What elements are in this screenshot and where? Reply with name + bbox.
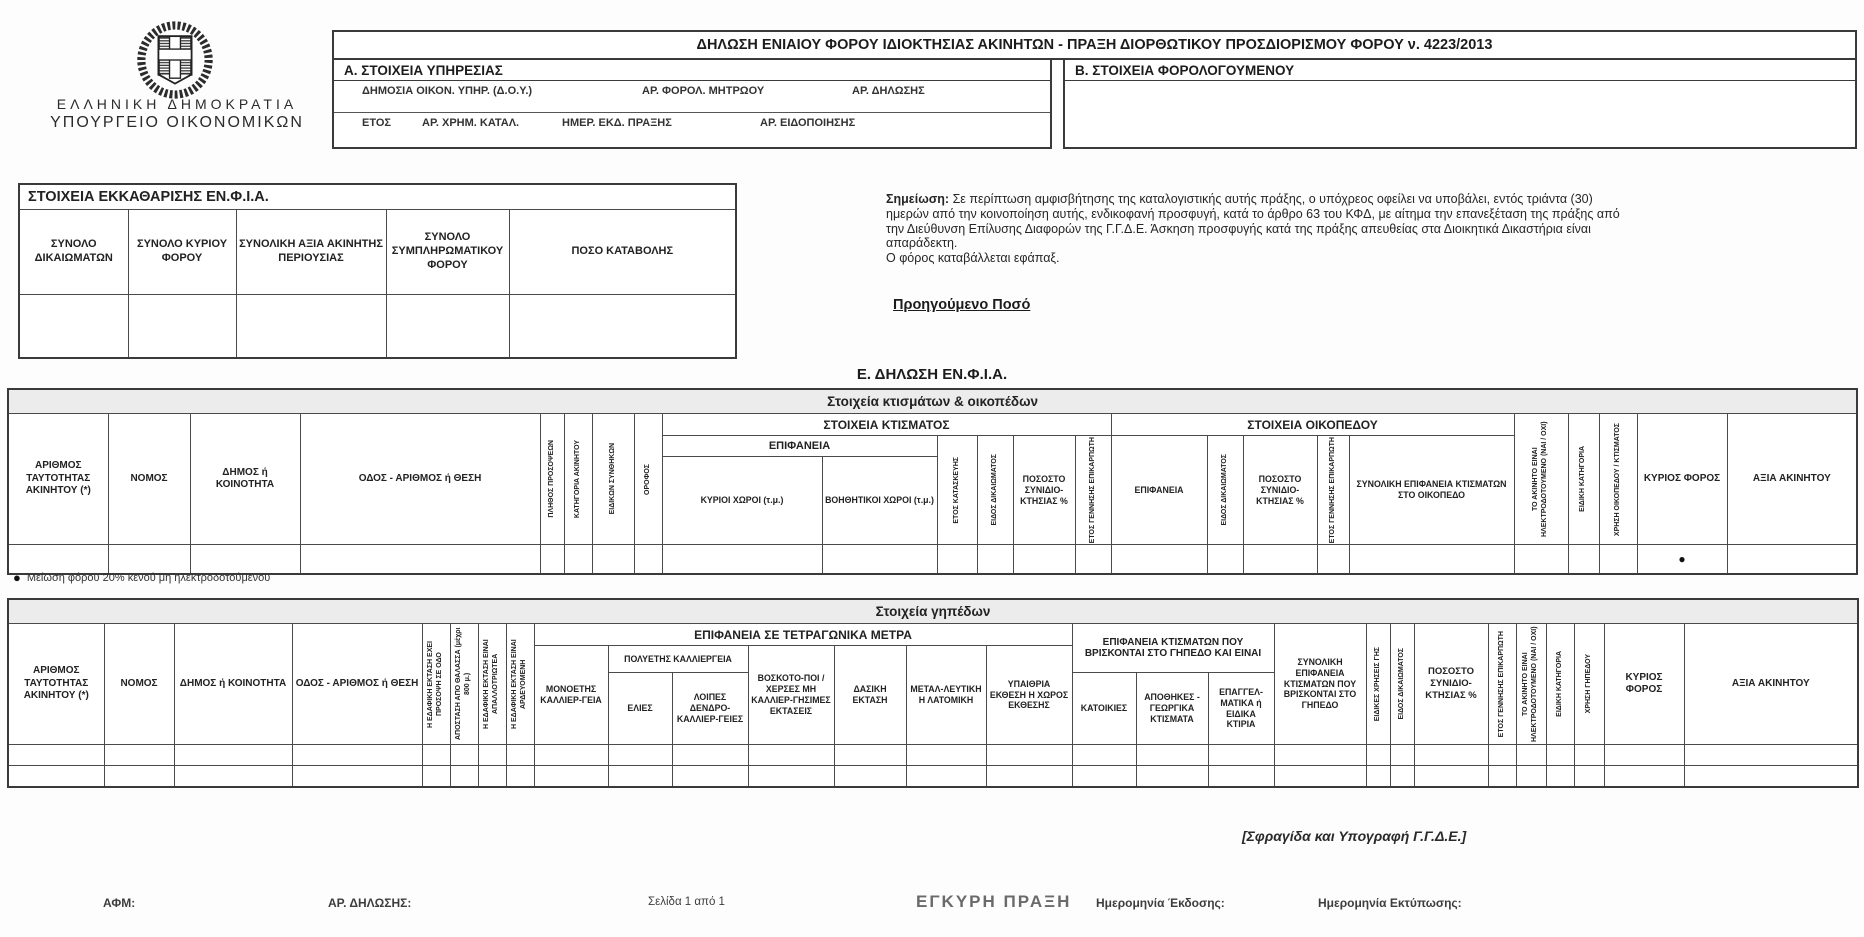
col-total-buildings-surface-on-parcel: ΣΥΝΟΛΙΚΗ ΕΠΙΦΑΝΕΙΑ ΚΤΙΣΜΑΤΩΝ ΠΟΥ ΒΡΙΣΚΟΝΤΑΙ ΣΤΟ ΓΗΠΕΔΟ (1274, 624, 1366, 745)
empty-cell (1243, 545, 1317, 575)
empty-cell (534, 766, 608, 788)
empty-cell (608, 766, 672, 788)
empty-cell (174, 766, 292, 788)
empty-cell (128, 295, 236, 359)
empty-cell (300, 545, 540, 575)
col-expropriable: Η ΕΔΑΦΙΚΗ ΕΚΤΑΣΗ ΕΙΝΑΙ ΑΠΑΛΛΟΤΡΙΩΤΕΑ (478, 624, 506, 745)
field-label-tax-registry-no: ΑΡ. ΦΟΡΟΛ. ΜΗΤΡΩΟΥ (642, 85, 765, 97)
col-coownership-pct-building: ΠΟΣΟΣΤΟ ΣΥΝΙΔΙΟ-ΚΤΗΣΙΑΣ % (1013, 436, 1075, 545)
empty-cell (174, 745, 292, 766)
col-payment-amount: ΠΟΣΟ ΚΑΤΑΒΟΛΗΣ (509, 210, 736, 295)
col-electrified: ΤΟ ΑΚΙΝΗΤΟ ΕΙΝΑΙ ΗΛΕΚΤΡΟΔΟΤΟΥΜΕΝΟ (ΝΑΙ / ΟΧΙ) (1516, 624, 1546, 745)
col-facade-count: ΠΛΗΘΟΣ ΠΡΟΣΟΨΕΩΝ (540, 414, 564, 545)
empty-cell (748, 745, 834, 766)
col-special-land-uses: ΕΙΔΙΚΕΣ ΧΡΗΣΕΙΣ ΓΗΣ (1366, 624, 1390, 745)
empty-cell (292, 766, 422, 788)
empty-cell (8, 766, 104, 788)
col-electrified: ΤΟ ΑΚΙΝΗΤΟ ΕΙΝΑΙ ΗΛΕΚΤΡΟΔΟΤΟΥΜΕΝΟ (ΝΑΙ / ΟΧΙ) (1514, 414, 1568, 545)
empty-cell (1514, 545, 1568, 575)
empty-cell (540, 545, 564, 575)
empty-cell (506, 745, 534, 766)
settlement-header-row (19, 210, 736, 295)
col-municipality: ΔΗΜΟΣ ή ΚΟΙΝΟΤΗΤΑ (174, 624, 292, 745)
group-plot-details: ΣΤΟΙΧΕΙΑ ΟΙΚΟΠΕΔΟΥ (1111, 414, 1514, 436)
empty-cell (1274, 745, 1366, 766)
empty-cell (478, 766, 506, 788)
document-title: ΔΗΛΩΣΗ ΕΝΙΑΙΟΥ ΦΟΡΟΥ ΙΔΙΟΚΤΗΣΙΑΣ ΑΚΙΝΗΤΩΝ - ΠΡΑΞΗ ΔΙΟΡΘΩΤΙΚΟΥ ΠΡΟΣΔΙΟΡΙΣΜΟΥ ΦΟΡΟΥ ν. 4223/2013 (332, 30, 1857, 60)
table1-header-row1 (8, 414, 1857, 436)
note-text: Σε περίπτωση αμφισβήτησης της καταλογιστικής αυτής πράξης, ο υπόχρεος οφείλει να υποβάλει, εντός τριάντα (30) ημερών από την κοινοποίηση αυτής, ενδικοφανή προσφυγή, κατά το άρθρο 63 του ΚΦΔ, με αίτημα την επανεξέταση της πράξης από την Διεύθυνση Επίλυσης Διαφορών της Γ.Γ.Δ.Ε. Άσκηση προσφυγής κατά της πράξης απευθείας στα Διοικητικά Δικαστήρια είναι απαράδεκτη. (886, 192, 1620, 251)
empty-cell (478, 745, 506, 766)
settlement-table-title: ΣΤΟΙΧΕΙΑ ΕΚΚΑΘΑΡΙΣΗΣ ΕΝ.Φ.Ι.Α. (19, 184, 736, 210)
col-main-tax: ΚΥΡΙΟΣ ΦΟΡΟΣ (1637, 414, 1727, 545)
note-label: Σημείωση: (886, 192, 950, 206)
col-total-property-value: ΣΥΝΟΛΙΚΗ ΑΞΙΑ ΑΚΙΝΗΤΗΣ ΠΕΡΙΟΥΣΙΑΣ (236, 210, 386, 295)
empty-cell (986, 745, 1072, 766)
col-other-tree-cultivations: ΛΟΙΠΕΣ ΔΕΝΔΡΟ-ΚΑΛΛΙΕΡ-ΓΕΙΕΣ (672, 673, 748, 745)
col-forest-area: ΔΑΣΙΚΗ ΕΚΤΑΣΗ (834, 646, 906, 745)
section-a-row1 (334, 81, 1050, 112)
empty-cell (1574, 745, 1604, 766)
empty-cell (822, 545, 937, 575)
empty-cell (662, 545, 822, 575)
field-label-money-list-no: ΑΡ. ΧΡΗΜ. ΚΑΤΑΛ. (422, 117, 520, 129)
empty-cell (634, 545, 662, 575)
empty-cell (8, 745, 104, 766)
group-buildings-on-parcel: ΕΠΙΦΑΝΕΙΑ ΚΤΙΣΜΑΤΩΝ ΠΟΥ ΒΡΙΣΚΟΝΤΑΙ ΣΤΟ ΓΗΠΕΔΟ ΚΑΙ ΕΙΝΑΙ (1072, 624, 1274, 673)
empty-cell (1488, 745, 1516, 766)
table1-title: Στοιχεία κτισμάτων & οικοπέδων (8, 389, 1857, 414)
col-floor: ΟΡΟΦΟΣ (634, 414, 662, 545)
col-pastures: ΒΟΣΚΟΤΟ-ΠΟΙ / ΧΕΡΣΕΣ ΜΗ ΚΑΛΛΙΕΡ-ΓΗΣΙΜΕΣ ΕΚΤΑΣΕΙΣ (748, 646, 834, 745)
empty-cell (1516, 745, 1546, 766)
empty-cell (1568, 545, 1599, 575)
empty-cell (1574, 766, 1604, 788)
empty-cell (1208, 745, 1274, 766)
field-label-declaration-no: ΑΡ. ΔΗΛΩΣΗΣ (852, 85, 925, 97)
col-mining-quarry: ΜΕΤΑΛ-ΛΕΥΤΙΚΗ Η ΛΑΤΟΜΙΚΗ (906, 646, 986, 745)
empty-cell (834, 766, 906, 788)
group-surface: ΕΠΙΦΑΝΕΙΑ (662, 436, 937, 457)
empty-cell (672, 745, 748, 766)
col-plot-surface: ΕΠΙΦΑΝΕΙΑ (1111, 436, 1207, 545)
col-municipality: ΔΗΜΟΣ ή ΚΟΙΝΟΤΗΤΑ (190, 414, 300, 545)
col-open-air-exhibition: ΥΠΑΙΘΡΙΑ ΕΚΘΕΣΗ Η ΧΩΡΟΣ ΕΚΘΕΣΗΣ (986, 646, 1072, 745)
col-warehouses-agricultural: ΑΠΟΘΗΚΕΣ - ΓΕΩΡΓΙΚΑ ΚΤΙΣΜΑΤΑ (1136, 673, 1208, 745)
empty-cell (834, 745, 906, 766)
empty-cell (906, 745, 986, 766)
note-paragraph (886, 192, 1628, 251)
main-tax-cell (1637, 545, 1727, 575)
empty-cell (1546, 766, 1574, 788)
col-annual-cultivation: ΜΟΝΟΕΤΗΣ ΚΑΛΛΙΕΡ-ΓΕΙΑ (534, 646, 608, 745)
col-residences: ΚΑΤΟΙΚΙΕΣ (1072, 673, 1136, 745)
col-street-number: ΟΔΟΣ - ΑΡΙΘΜΟΣ ή ΘΕΣΗ (300, 414, 540, 545)
table2-data-row (8, 745, 1858, 766)
empty-cell (1317, 545, 1349, 575)
buildings-plots-table (7, 388, 1858, 575)
empty-cell (1599, 545, 1637, 575)
empty-cell (1414, 745, 1488, 766)
empty-cell (1013, 545, 1075, 575)
col-professional-special-buildings: ΕΠΑΓΓΕΛ-ΜΑΤΙΚΑ ή ΕΙΔΙΚΑ ΚΤΙΡΙΑ (1208, 673, 1274, 745)
col-main-spaces: ΚΥΡΙΟΙ ΧΩΡΟΙ (τ.μ.) (662, 457, 822, 545)
previous-amount-label: Προηγούμενο Ποσό (893, 297, 1031, 313)
col-coownership-pct: ΠΟΣΟΣΤΟ ΣΥΝΙΔΙΟ-ΚΤΗΣΙΑΣ % (1414, 624, 1488, 745)
empty-cell (1366, 745, 1390, 766)
empty-cell (1136, 745, 1208, 766)
vacant-reduction-marker-icon: ● (1678, 552, 1686, 567)
footer-issue-date-label: Ημερομηνία Έκδοσης: (1096, 896, 1225, 910)
empty-cell (937, 545, 977, 575)
ministry-of-finance-label: ΥΠΟΥΡΓΕΙΟ ΟΙΚΟΝΟΜΙΚΩΝ (50, 114, 304, 131)
col-property-value: ΑΞΙΑ ΑΚΙΝΗΤΟΥ (1727, 414, 1857, 545)
empty-cell (977, 545, 1013, 575)
empty-cell (564, 545, 592, 575)
col-distance-from-sea: ΑΠΟΣΤΑΣΗ ΑΠΟ ΘΑΛΑΣΣΑ (μέχρι 800 μ.) (450, 624, 478, 745)
col-plot-building-use: ΧΡΗΣΗ ΟΙΚΟΠΕΔΟΥ / ΚΤΙΣΜΑΤΟΣ (1599, 414, 1637, 545)
stamp-signature-placeholder: [Σφραγίδα και Υπογραφή Γ.Γ.Δ.Ε.] (1242, 828, 1467, 844)
empty-cell (1727, 545, 1857, 575)
empty-cell (1604, 766, 1684, 788)
table2-header-row1 (8, 624, 1858, 646)
section-b-taxpayer-details (1063, 58, 1857, 149)
col-usufruct-birth-year-plot: ΕΤΟΣ ΓΕΝΝΗΣΗΣ ΕΠΙΚΑΡΠΩΤΗ (1317, 436, 1349, 545)
empty-cell (906, 766, 986, 788)
col-auxiliary-spaces: ΒΟΗΘΗΤΙΚΟΙ ΧΩΡΟΙ (τ.μ.) (822, 457, 937, 545)
col-right-type: ΕΙΔΟΣ ΔΙΚΑΙΩΜΑΤΟΣ (1390, 624, 1414, 745)
section-a-row2 (334, 112, 1050, 144)
col-street-number: ΟΔΟΣ - ΑΡΙΘΜΟΣ ή ΘΕΣΗ (292, 624, 422, 745)
col-property-id: ΑΡΙΘΜΟΣ ΤΑΥΤΟΤΗΤΑΣ ΑΚΙΝΗΤΟΥ (*) (8, 624, 104, 745)
empty-cell (509, 295, 736, 359)
empty-cell (236, 295, 386, 359)
empty-cell (1684, 745, 1858, 766)
empty-cell (1684, 766, 1858, 788)
col-total-rights: ΣΥΝΟΛΟ ΔΙΚΑΙΩΜΑΤΩΝ (19, 210, 128, 295)
land-parcels-table (7, 598, 1859, 788)
empty-cell (104, 745, 174, 766)
col-parcel-use: ΧΡΗΣΗ ΓΗΠΕΔΟΥ (1574, 624, 1604, 745)
field-label-year: ΕΤΟΣ (362, 117, 392, 129)
table1-footnote (13, 570, 270, 585)
section-a-title: Α. ΣΤΟΙΧΕΙΑ ΥΠΗΡΕΣΙΑΣ (334, 60, 1050, 81)
footer-declaration-no-label: ΑΡ. ΔΗΛΩΣΗΣ: (328, 896, 412, 910)
field-label-notification-no: ΑΡ. ΕΙΔΟΠΟΙΗΣΗΣ (760, 117, 856, 129)
col-usufruct-birth-year: ΕΤΟΣ ΓΕΝΝΗΣΗΣ ΕΠΙΚΑΡΠΩΤΗ (1488, 624, 1516, 745)
empty-cell (19, 295, 128, 359)
field-label-act-issue-date: ΗΜΕΡ. ΕΚΔ. ΠΡΑΞΗΣ (562, 117, 672, 129)
empty-cell (748, 766, 834, 788)
col-usufruct-birth-year-building: ΕΤΟΣ ΓΕΝΝΗΣΗΣ ΕΠΙΚΑΡΠΩΤΗ (1075, 436, 1111, 545)
settlement-data-row (19, 295, 736, 359)
col-special-conditions: ΕΙΔΙΚΩΝ ΣΥΝΘΗΚΩΝ (592, 414, 634, 545)
note-line2: Ο φόρος καταβάλλεται εφάπαξ. (886, 251, 1060, 265)
greek-coat-of-arms-icon (128, 20, 222, 100)
col-has-road-frontage: Η ΕΔΑΦΙΚΗ ΕΚΤΑΣΗ ΕΧΕΙ ΠΡΟΣΟΨΗ ΣΕ ΟΔΟ (422, 624, 450, 745)
empty-cell (1546, 745, 1574, 766)
empty-cell (1075, 545, 1111, 575)
group-perennial-cultivation: ΠΟΛΥΕΤΗΣ ΚΑΛΛΙΕΡΓΕΙΑ (608, 646, 748, 673)
col-olives: ΕΛΙΕΣ (608, 673, 672, 745)
col-property-value: ΑΞΙΑ ΑΚΙΝΗΤΟΥ (1684, 624, 1858, 745)
empty-cell (1208, 766, 1274, 788)
empty-cell (672, 766, 748, 788)
col-total-main-tax: ΣΥΝΟΛΟ ΚΥΡΙΟΥ ΦΟΡΟΥ (128, 210, 236, 295)
col-construction-year: ΕΤΟΣ ΚΑΤΑΣΚΕΥΗΣ (937, 436, 977, 545)
col-prefecture: ΝΟΜΟΣ (108, 414, 190, 545)
footnote-dot-icon: ● (13, 570, 21, 585)
footnote-text: Μείωση φόρου 20% κενού μη ηλεκτροδοτούμενου (26, 572, 271, 584)
empty-cell (986, 766, 1072, 788)
empty-cell (1516, 766, 1546, 788)
empty-cell (1274, 766, 1366, 788)
empty-cell (1072, 766, 1136, 788)
footer-print-date-label: Ημερομηνία Εκτύπωσης: (1318, 896, 1462, 910)
empty-cell (1414, 766, 1488, 788)
table1-data-row (8, 545, 1857, 575)
table2-title: Στοιχεία γηπέδων (8, 599, 1858, 624)
col-right-type-plot: ΕΙΔΟΣ ΔΙΚΑΙΩΜΑΤΟΣ (1207, 436, 1243, 545)
empty-cell (1111, 545, 1207, 575)
col-property-category: ΚΑΤΗΓΟΡΙΑ ΑΚΙΝΗΤΟΥ (564, 414, 592, 545)
footer-page-indicator: Σελίδα 1 από 1 (648, 896, 1864, 937)
empty-cell (506, 766, 534, 788)
empty-cell (422, 766, 450, 788)
empty-cell (592, 545, 634, 575)
empty-cell (534, 745, 608, 766)
empty-cell (1488, 766, 1516, 788)
empty-cell (1207, 545, 1243, 575)
col-special-category: ΕΙΔΙΚΗ ΚΑΤΗΓΟΡΙΑ (1546, 624, 1574, 745)
section-a-service-details (332, 58, 1052, 149)
objection-note (886, 192, 1628, 266)
col-coownership-pct-plot: ΠΟΣΟΣΤΟ ΣΥΝΙΔΙΟ-ΚΤΗΣΙΑΣ % (1243, 436, 1317, 545)
group-surface-sqm: ΕΠΙΦΑΝΕΙΑ ΣΕ ΤΕΤΡΑΓΩΝΙΚΑ ΜΕΤΡΑ (534, 624, 1072, 646)
empty-cell (104, 766, 174, 788)
footer-afm-label: ΑΦΜ: (103, 896, 136, 910)
col-main-tax: ΚΥΡΙΟΣ ΦΟΡΟΣ (1604, 624, 1684, 745)
empty-cell (386, 295, 509, 359)
enfia-settlement-table (18, 183, 737, 359)
field-label-doy: ΔΗΜΟΣΙΑ ΟΙΚΟΝ. ΥΠΗΡ. (Δ.Ο.Υ.) (362, 85, 533, 97)
empty-cell (608, 745, 672, 766)
table2-data-row (8, 766, 1858, 788)
section-b-title: Β. ΣΤΟΙΧΕΙΑ ΦΟΡΟΛΟΓΟΥΜΕΝΟΥ (1065, 60, 1855, 81)
col-special-category: ΕΙΔΙΚΗ ΚΑΤΗΓΟΡΙΑ (1568, 414, 1599, 545)
col-irrigated: Η ΕΔΑΦΙΚΗ ΕΚΤΑΣΗ ΕΙΝΑΙ ΑΡΔΕΥΟΜΕΝΗ (506, 624, 534, 745)
empty-cell (1390, 766, 1414, 788)
empty-cell (422, 745, 450, 766)
col-property-id: ΑΡΙΘΜΟΣ ΤΑΥΤΟΤΗΤΑΣ ΑΚΙΝΗΤΟΥ (*) (8, 414, 108, 545)
col-total-supplementary-tax: ΣΥΝΟΛΟ ΣΥΜΠΛΗΡΩΜΑΤΙΚΟΥ ΦΟΡΟΥ (386, 210, 509, 295)
footer-valid-act-stamp: ΕΓΚΥΡΗ ΠΡΑΞΗ (916, 892, 1072, 911)
hellenic-republic-label: ΕΛΛΗΝΙΚΗ ΔΗΜΟΚΡΑΤΙΑ (56, 96, 298, 112)
col-right-type-building: ΕΙΔΟΣ ΔΙΚΑΙΩΜΑΤΟΣ (977, 436, 1013, 545)
empty-cell (1390, 745, 1414, 766)
empty-cell (450, 766, 478, 788)
empty-cell (1072, 745, 1136, 766)
empty-cell (1366, 766, 1390, 788)
empty-cell (450, 745, 478, 766)
declaration-section-title: Ε. ΔΗΛΩΣΗ ΕΝ.Φ.Ι.Α. (856, 366, 1008, 383)
empty-cell (292, 745, 422, 766)
empty-cell (1136, 766, 1208, 788)
col-prefecture: ΝΟΜΟΣ (104, 624, 174, 745)
empty-cell (1604, 745, 1684, 766)
group-building-details: ΣΤΟΙΧΕΙΑ ΚΤΙΣΜΑΤΟΣ (662, 414, 1111, 436)
col-total-buildings-surface-on-plot: ΣΥΝΟΛΙΚΗ ΕΠΙΦΑΝΕΙΑ ΚΤΙΣΜΑΤΩΝ ΣΤΟ ΟΙΚΟΠΕΔΟ (1349, 436, 1514, 545)
empty-cell (1349, 545, 1514, 575)
